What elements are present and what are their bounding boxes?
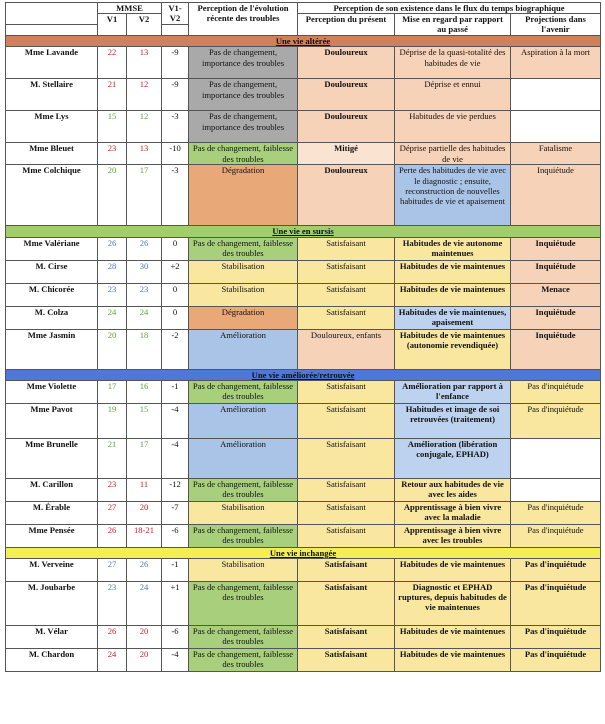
mmse-diff: 0 (162, 237, 189, 260)
mmse-diff: -7 (162, 501, 189, 524)
evolution-cell: Stabilisation (189, 501, 298, 524)
section-header: Une vie inchangée (6, 547, 601, 558)
evolution-cell: Pas de changement, faiblesse des troubles (189, 649, 298, 672)
patient-name: Mme Violette (6, 380, 98, 403)
mmse-diff: -4 (162, 438, 189, 478)
perception-group-header: Perception de son existence dans le flux du temps biographique (298, 3, 601, 14)
mmse-v2: 26 (127, 559, 162, 582)
table-row (6, 283, 601, 306)
patient-name: M. Verveine (6, 559, 98, 582)
evolution-cell: Pas de changement, faiblesse des troubles (189, 143, 298, 165)
mmse-v1: 23 (98, 582, 127, 626)
past-cell: Déprise de la quasi-totalité des habitudes de vie (395, 47, 511, 79)
name-header-spacer (6, 25, 98, 36)
evolution-cell: Pas de changement, importance des troubles (189, 79, 298, 111)
past-cell: Habitudes de vie maintenues (395, 260, 511, 283)
patients-table (5, 2, 601, 672)
table-row (6, 143, 601, 165)
mmse-v2: 24 (127, 582, 162, 626)
table-row (6, 47, 601, 79)
mmse-diff: -2 (162, 329, 189, 369)
past-cell: Habitudes de vie perdues (395, 111, 511, 143)
present-cell: Douloureux (298, 111, 395, 143)
evolution-header: Perception de l'évolution récente des troubles (189, 3, 298, 36)
mmse-v1: 26 (98, 524, 127, 547)
mmse-diff: -9 (162, 47, 189, 79)
patient-name: M. Vélar (6, 626, 98, 649)
future-cell: Inquiétude (511, 329, 601, 369)
future-cell: Pas d'inquiétude (511, 626, 601, 649)
table-row (6, 306, 601, 329)
mmse-v1: 28 (98, 260, 127, 283)
table-row (6, 329, 601, 369)
mmse-v2: 15 (127, 403, 162, 438)
mmse-v2: 18-21 (127, 524, 162, 547)
evolution-cell: Pas de changement, faiblesse des troubles (189, 582, 298, 626)
present-cell: Satisfaisant (298, 283, 395, 306)
past-cell: Amélioration (libération conjugale, EPHAD) (395, 438, 511, 478)
future-cell: Inquiétude (511, 306, 601, 329)
future-cell: Aspiration à la mort (511, 47, 601, 79)
mmse-diff: +2 (162, 260, 189, 283)
patient-name: Mme Jasmin (6, 329, 98, 369)
present-cell: Douloureux (298, 79, 395, 111)
table-row (6, 626, 601, 649)
future-cell: Menace (511, 283, 601, 306)
patient-name: M. Érable (6, 501, 98, 524)
patient-name: Mme Colchique (6, 165, 98, 226)
mmse-v2: 13 (127, 47, 162, 79)
present-cell: Satisfaisant (298, 380, 395, 403)
present-header: Perception du présent (298, 14, 395, 36)
evolution-cell: Pas de changement, faiblesse des troubles (189, 380, 298, 403)
present-cell: Mitigé (298, 143, 395, 165)
past-cell: Habitudes de vie maintenues (395, 649, 511, 672)
future-cell: Pas d'inquiétude (511, 380, 601, 403)
mmse-diff: -1 (162, 380, 189, 403)
mmse-v1: 21 (98, 79, 127, 111)
future-cell: Pas d'inquiétude (511, 582, 601, 626)
past-cell: Habitudes de vie maintenues (395, 626, 511, 649)
mmse-v2: 11 (127, 478, 162, 501)
past-cell: Déprise partielle des habitudes de vie (395, 143, 511, 165)
future-cell (511, 438, 601, 478)
table-row (6, 79, 601, 111)
present-cell: Satisfaisant (298, 626, 395, 649)
mmse-v1: 15 (98, 111, 127, 143)
patient-name: Mme Bleuet (6, 143, 98, 165)
future-cell: Pas d'inquiétude (511, 649, 601, 672)
mmse-v1: 23 (98, 478, 127, 501)
mmse-v2: 26 (127, 237, 162, 260)
patient-name: Mme Brunelle (6, 438, 98, 478)
present-cell: Satisfaisant (298, 524, 395, 547)
v1-header: V1 (98, 14, 127, 36)
mmse-v1: 22 (98, 47, 127, 79)
diff-header: V1-V2 (162, 3, 189, 25)
future-cell: Inquiétude (511, 260, 601, 283)
evolution-cell: Amélioration (189, 329, 298, 369)
mmse-v1: 23 (98, 143, 127, 165)
evolution-cell: Dégradation (189, 165, 298, 226)
present-cell: Satisfaisant (298, 237, 395, 260)
mmse-v2: 18 (127, 329, 162, 369)
evolution-cell: Pas de changement, faiblesse des troubles (189, 524, 298, 547)
table-row (6, 524, 601, 547)
mmse-v1: 27 (98, 501, 127, 524)
evolution-cell: Pas de changement, faiblesse des troubles (189, 626, 298, 649)
future-cell: Fatalisme (511, 143, 601, 165)
present-cell: Satisfaisant (298, 260, 395, 283)
past-cell: Apprentissage à bien vivre avec la maladie (395, 501, 511, 524)
patient-name: Mme Lys (6, 111, 98, 143)
table-row (6, 438, 601, 478)
mmse-v2: 16 (127, 380, 162, 403)
evolution-cell: Amélioration (189, 438, 298, 478)
mmse-v1: 24 (98, 306, 127, 329)
mmse-v2: 13 (127, 143, 162, 165)
diff-header-spacer (162, 25, 189, 36)
present-cell: Satisfaisant (298, 438, 395, 478)
mmse-diff: -9 (162, 79, 189, 111)
mmse-diff: -1 (162, 559, 189, 582)
present-cell: Douloureux, enfants (298, 329, 395, 369)
patient-name: M. Stellaire (6, 79, 98, 111)
present-cell: Satisfaisant (298, 559, 395, 582)
mmse-v2: 23 (127, 283, 162, 306)
patient-name: Mme Valériane (6, 237, 98, 260)
mmse-v1: 19 (98, 403, 127, 438)
future-cell (511, 478, 601, 501)
evolution-cell: Pas de changement, faiblesse des troubles (189, 237, 298, 260)
evolution-cell: Stabilisation (189, 260, 298, 283)
section-header: Une vie en sursis (6, 226, 601, 237)
patient-name: Mme Lavande (6, 47, 98, 79)
patient-name: M. Chardon (6, 649, 98, 672)
mmse-v2: 12 (127, 79, 162, 111)
patient-name: M. Chicorée (6, 283, 98, 306)
future-cell (511, 79, 601, 111)
section-header: Une vie altérée (6, 36, 601, 47)
present-cell: Douloureux (298, 165, 395, 226)
future-cell (511, 111, 601, 143)
future-cell: Pas d'inquiétude (511, 524, 601, 547)
present-cell: Satisfaisant (298, 649, 395, 672)
mmse-v1: 21 (98, 438, 127, 478)
mmse-v2: 12 (127, 111, 162, 143)
table-row (6, 260, 601, 283)
mmse-v1: 20 (98, 329, 127, 369)
table-row (6, 237, 601, 260)
future-cell: Inquiétude (511, 237, 601, 260)
future-cell: Pas d'inquiétude (511, 501, 601, 524)
patient-name: Mme Pavot (6, 403, 98, 438)
present-cell: Satisfaisant (298, 501, 395, 524)
evolution-cell: Dégradation (189, 306, 298, 329)
mmse-v2: 17 (127, 165, 162, 226)
table-row (6, 582, 601, 626)
table-row (6, 649, 601, 672)
evolution-cell: Stabilisation (189, 559, 298, 582)
past-cell: Habitudes de vie maintenues (395, 559, 511, 582)
mmse-v1: 20 (98, 165, 127, 226)
mmse-v2: 30 (127, 260, 162, 283)
mmse-diff: 0 (162, 283, 189, 306)
past-cell: Habitudes de vie maintenues, apaisement (395, 306, 511, 329)
patient-name: Mme Pensée (6, 524, 98, 547)
mmse-diff: -3 (162, 165, 189, 226)
present-cell: Satisfaisant (298, 306, 395, 329)
v2-header: V2 (127, 14, 162, 36)
past-cell: Habitudes et image de soi retrouvées (traitement) (395, 403, 511, 438)
past-header: Mise en regard par rapport au passé (395, 14, 511, 36)
past-cell: Perte des habitudes de vie avec le diagnostic ; ensuite, reconstruction de nouvelles habitudes de vie et apaisement (395, 165, 511, 226)
past-cell: Amélioration par rapport à l'enfance (395, 380, 511, 403)
evolution-cell: Pas de changement, importance des troubles (189, 111, 298, 143)
mmse-v2: 20 (127, 501, 162, 524)
past-cell: Habitudes de vie maintenues (395, 283, 511, 306)
section-header: Une vie améliorée/retrouvée (6, 369, 601, 380)
mmse-diff: -12 (162, 478, 189, 501)
mmse-diff: -3 (162, 111, 189, 143)
patient-name: M. Cirse (6, 260, 98, 283)
mmse-diff: +1 (162, 582, 189, 626)
mmse-diff: -4 (162, 403, 189, 438)
past-cell: Apprentissage à bien vivre avec les troubles (395, 524, 511, 547)
evolution-cell: Pas de changement, faiblesse des troubles (189, 478, 298, 501)
mmse-diff: 0 (162, 306, 189, 329)
past-cell: Habitudes de vie maintenues (autonomie revendiquée) (395, 329, 511, 369)
present-cell: Satisfaisant (298, 582, 395, 626)
mmse-diff: -10 (162, 143, 189, 165)
mmse-v1: 26 (98, 237, 127, 260)
present-cell: Douloureux (298, 47, 395, 79)
past-cell: Diagnostic et EPHAD ruptures, depuis habitudes de vie maintenues (395, 582, 511, 626)
present-cell: Satisfaisant (298, 403, 395, 438)
patient-name: M. Joubarbe (6, 582, 98, 626)
table-row (6, 403, 601, 438)
table-row (6, 559, 601, 582)
evolution-cell: Amélioration (189, 403, 298, 438)
mmse-v2: 20 (127, 626, 162, 649)
mmse-diff: -6 (162, 626, 189, 649)
evolution-cell: Pas de changement, importance des troubles (189, 47, 298, 79)
table-row (6, 501, 601, 524)
mmse-v1: 27 (98, 559, 127, 582)
patient-name: M. Carillon (6, 478, 98, 501)
future-cell: Pas d'inquiétude (511, 403, 601, 438)
mmse-v1: 17 (98, 380, 127, 403)
future-cell: Inquiétude (511, 165, 601, 226)
past-cell: Déprise et ennui (395, 79, 511, 111)
mmse-v2: 20 (127, 649, 162, 672)
past-cell: Habitudes de vie autonome maintenues (395, 237, 511, 260)
table-row (6, 111, 601, 143)
mmse-v1: 23 (98, 283, 127, 306)
mmse-v2: 17 (127, 438, 162, 478)
table-row (6, 380, 601, 403)
patient-name: M. Colza (6, 306, 98, 329)
table-row (6, 165, 601, 226)
evolution-cell: Stabilisation (189, 283, 298, 306)
present-cell: Satisfaisant (298, 478, 395, 501)
mmse-v2: 24 (127, 306, 162, 329)
name-header (6, 3, 98, 25)
future-header: Projections dans l'avenir (511, 14, 601, 36)
mmse-header: MMSE (98, 3, 162, 14)
mmse-diff: -4 (162, 649, 189, 672)
mmse-v1: 24 (98, 649, 127, 672)
future-cell: Pas d'inquiétude (511, 559, 601, 582)
past-cell: Retour aux habitudes de vie avec les aides (395, 478, 511, 501)
table-row (6, 478, 601, 501)
mmse-v1: 26 (98, 626, 127, 649)
mmse-diff: -6 (162, 524, 189, 547)
